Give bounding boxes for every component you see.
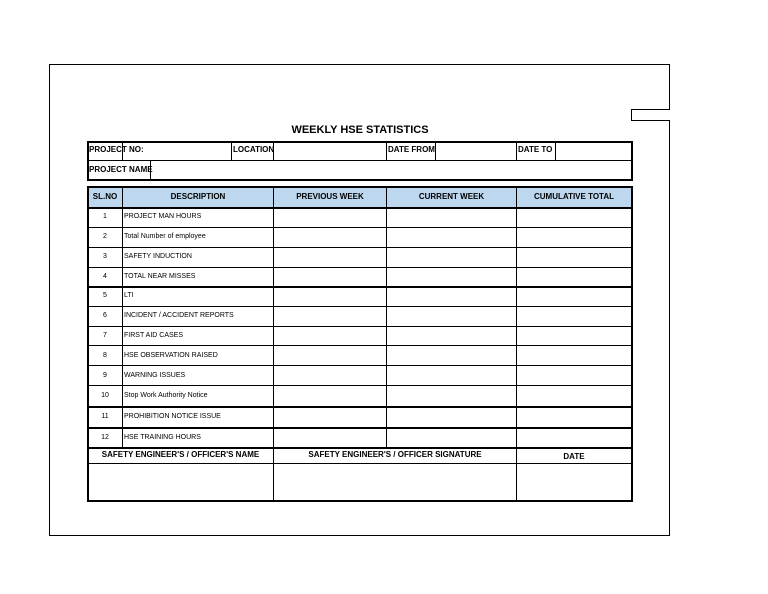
row-sl: 4 [103, 273, 107, 280]
row-sl: 7 [103, 332, 107, 339]
row-sl: 10 [101, 392, 109, 399]
engineer-name-label: SAFETY ENGINEER'S / OFFICER'S NAME [101, 450, 260, 459]
project-name-field[interactable] [151, 161, 630, 179]
header-cumulative-total: CUMULATIVE TOTAL [534, 192, 614, 201]
row-description: TOTAL NEAR MISSES [124, 273, 196, 280]
row-sl: 12 [101, 434, 109, 441]
date-from-label: DATE FROM [388, 145, 435, 154]
location-field[interactable] [274, 142, 385, 160]
row-description: LTI [124, 292, 134, 299]
row-sl: 5 [103, 292, 107, 299]
row-description: HSE OBSERVATION RAISED [124, 352, 218, 359]
header-description: DESCRIPTION [170, 192, 226, 201]
row-sl: 1 [103, 213, 107, 220]
date-label: DATE [563, 452, 585, 461]
row-description: PROJECT MAN HOURS [124, 213, 202, 220]
project-no-label: PROJECT NO: [89, 145, 144, 154]
header-slno: SL.NO [92, 192, 118, 201]
date-from-field[interactable] [436, 142, 515, 160]
project-name-label: PROJECT NAME [89, 165, 153, 174]
engineer-name-field[interactable] [89, 465, 272, 499]
row-description: Total Number of employee [124, 233, 206, 240]
header-previous-week: PREVIOUS WEEK [296, 192, 364, 201]
location-label: LOCATION [233, 145, 275, 154]
project-no-field[interactable] [150, 142, 230, 160]
row-sl: 9 [103, 372, 107, 379]
row-description: SAFETY INDUCTION [124, 253, 192, 260]
date-to-label: DATE TO [518, 145, 553, 154]
row-sl: 6 [103, 312, 107, 319]
header-current-week: CURRENT WEEK [418, 192, 485, 201]
row-description: FIRST AID CASES [124, 332, 183, 339]
engineer-signature-field[interactable] [274, 465, 515, 499]
corner-marker [631, 109, 670, 121]
date-field[interactable] [517, 465, 630, 499]
row-description: WARNING ISSUES [124, 372, 186, 379]
date-to-field[interactable] [556, 142, 630, 160]
row-description: PROHIBITION NOTICE ISSUE [124, 413, 221, 420]
row-sl: 2 [103, 233, 107, 240]
row-description: HSE TRAINING HOURS [124, 434, 201, 441]
row-description: INCIDENT / ACCIDENT REPORTS [124, 312, 234, 319]
row-sl: 8 [103, 352, 107, 359]
row-sl: 11 [101, 413, 109, 420]
engineer-signature-label: SAFETY ENGINEER'S / OFFICER SIGNATURE [308, 450, 482, 459]
row-sl: 3 [103, 253, 107, 260]
form-title: WEEKLY HSE STATISTICS [291, 124, 429, 136]
row-description: Stop Work Authority Notice [124, 392, 208, 399]
